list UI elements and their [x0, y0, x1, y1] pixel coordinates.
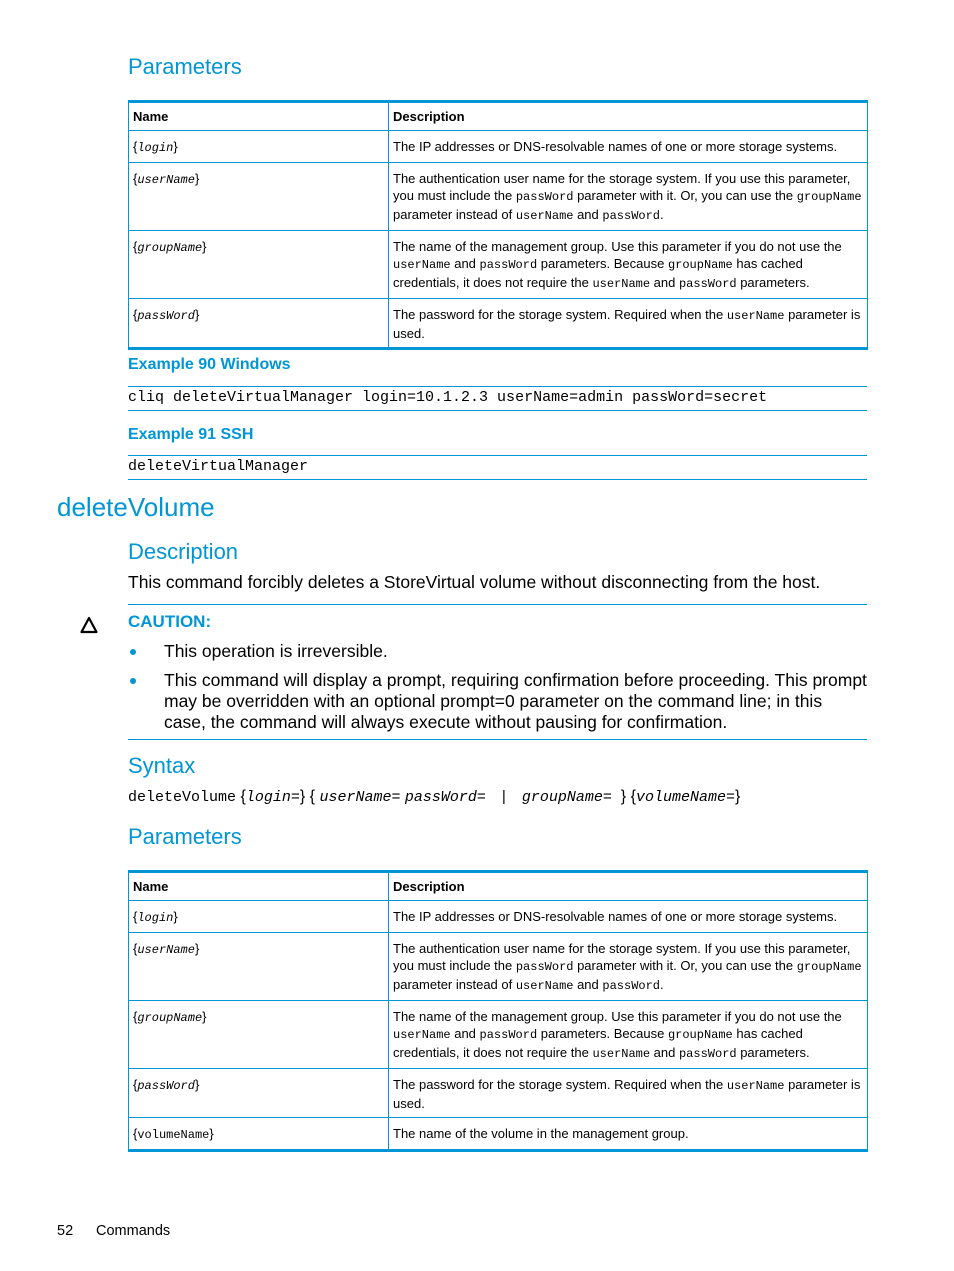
table-row [129, 231, 868, 299]
description-text: . [660, 977, 664, 992]
param-description-cell [389, 299, 868, 349]
inline-code: groupName [796, 960, 862, 974]
inline-code: userName [515, 979, 574, 993]
param-description-cell [389, 901, 868, 933]
caution-item-1: This operation is irreversible. [164, 641, 388, 661]
param-name-cell: {login} [129, 901, 389, 933]
description-text: and [650, 275, 679, 290]
description-text: parameter is used. [393, 307, 861, 341]
param-name-cell: {userName} [129, 933, 389, 1001]
description-text: The password for the storage system. Required when the [393, 307, 727, 322]
description-text: The name of the management group. Use this parameter if you do not use the [393, 1009, 842, 1024]
param-name: userName [137, 943, 195, 957]
description-text: has cached credentials, it does not require the [393, 256, 803, 290]
param-name-cell: {groupName} [129, 231, 389, 299]
warning-triangle-icon [80, 616, 98, 634]
inline-code: userName [515, 209, 574, 223]
syntax-param-volumename: volumeName= [635, 789, 735, 806]
description-text: parameter instead of [393, 207, 516, 222]
caution-label: CAUTION: [128, 612, 212, 631]
description-text: and [573, 207, 603, 222]
description-text: parameters. [736, 275, 810, 290]
column-header-description: Description [389, 102, 868, 131]
param-name: login [137, 141, 174, 155]
table-row [129, 901, 868, 933]
syntax-param-username: userName= [319, 789, 401, 806]
inline-code: userName [726, 309, 785, 323]
parameters-table [128, 870, 868, 1152]
table-row [129, 163, 868, 231]
description-text: has cached credentials, it does not require the [393, 1026, 803, 1060]
description-text: parameters. Because [537, 1026, 668, 1041]
inline-code: userName [393, 1028, 451, 1042]
description-heading: Description [128, 539, 239, 564]
param-description-cell [389, 1118, 868, 1151]
parameters-heading: Parameters [128, 824, 242, 849]
description-text: The IP addresses or DNS-resolvable names of one or more storage systems. [393, 909, 838, 924]
bullet-marker [130, 678, 136, 684]
caution-item-2: This command will display a prompt, requiring confirmation before proceeding. This prompt may be overridden with an optional prompt=0 parameter on the command line; in this case, the command will always execute without pausing for confirmation. [164, 670, 867, 732]
bullet-marker [130, 649, 136, 655]
table-row [129, 1001, 868, 1069]
example-91-code: deleteVirtualManager [128, 455, 867, 480]
inline-code: userName [393, 258, 451, 272]
description-text: parameter instead of [393, 977, 516, 992]
description-text: parameter with it. Or, you can use the [573, 958, 797, 973]
description-text: parameter with it. Or, you can use the [573, 188, 797, 203]
description-text: The IP addresses or DNS-resolvable names of one or more storage systems. [393, 139, 838, 154]
parameters-table-top [128, 100, 868, 350]
table-row [129, 933, 868, 1001]
param-name: passWord [137, 1079, 195, 1093]
description-text: parameters. Because [537, 256, 668, 271]
inline-code: passWord [479, 1028, 538, 1042]
param-name-cell: {login} [129, 131, 389, 163]
inline-code: passWord [515, 960, 574, 974]
inline-code: groupName [667, 258, 733, 272]
caution-bottom-rule [128, 739, 867, 740]
syntax-separator: | [499, 789, 509, 806]
description-text: and [650, 1045, 679, 1060]
description-text: and [573, 977, 603, 992]
column-header-description: Description [389, 872, 868, 901]
column-header-name: Name [129, 102, 389, 131]
table-row [129, 1118, 868, 1151]
param-name-cell: {groupName} [129, 1001, 389, 1069]
inline-code: groupName [667, 1028, 733, 1042]
description-text: parameters. [736, 1045, 810, 1060]
param-name-cell: {userName} [129, 163, 389, 231]
syntax-line: deleteVolume {login=} { userName= passWord= | groupName= } {volumeName=} [128, 788, 741, 806]
description-text: The authentication user name for the storage system. If you use this parameter, you must include the [393, 171, 851, 203]
inline-code: passWord [678, 277, 737, 291]
param-name-cell: {passWord} [129, 1069, 389, 1118]
table-row [129, 1069, 868, 1118]
caution-top-rule [128, 604, 867, 605]
param-description-cell [389, 933, 868, 1001]
description-text: The password for the storage system. Required when the [393, 1077, 727, 1092]
table-body [129, 901, 868, 1151]
command-title: deleteVolume [57, 492, 215, 522]
table-row [129, 299, 868, 349]
param-name: volumeName [137, 1128, 210, 1142]
description-text: The authentication user name for the storage system. If you use this parameter, you must include the [393, 941, 851, 973]
inline-code: userName [592, 277, 651, 291]
syntax-command: deleteVolume [128, 789, 237, 806]
column-header-name: Name [129, 872, 389, 901]
table-header-row [129, 872, 868, 901]
param-description-cell [389, 163, 868, 231]
inline-code: passWord [602, 979, 660, 993]
inline-code: passWord [602, 209, 660, 223]
example-90-code: cliq deleteVirtualManager login=10.1.2.3 userName=admin passWord=secret [128, 386, 867, 411]
param-name: passWord [137, 309, 195, 323]
parameters-heading-top: Parameters [128, 54, 242, 79]
inline-code: passWord [678, 1047, 737, 1061]
param-description-cell [389, 1001, 868, 1069]
inline-code: userName [726, 1079, 785, 1093]
syntax-param-groupname: groupName= [521, 789, 612, 806]
param-description-cell [389, 1069, 868, 1118]
inline-code: userName [592, 1047, 651, 1061]
description-text: parameter is used. [393, 1077, 861, 1111]
description-text: The name of the volume in the management group. [393, 1126, 689, 1141]
param-description-cell [389, 131, 868, 163]
param-name-cell: {volumeName} [129, 1118, 389, 1151]
table-row [129, 131, 868, 163]
param-name: login [137, 911, 174, 925]
description-text: This command forcibly deletes a StoreVirtual volume without disconnecting from the host. [128, 572, 821, 592]
inline-code: groupName [796, 190, 862, 204]
description-text: The name of the management group. Use this parameter if you do not use the [393, 239, 842, 254]
description-text: and [450, 1026, 480, 1041]
param-description-cell [389, 231, 868, 299]
description-text: and [450, 256, 480, 271]
table-body [129, 131, 868, 349]
param-name-cell: {passWord} [129, 299, 389, 349]
param-name: groupName [137, 1011, 203, 1025]
param-name: userName [137, 173, 195, 187]
syntax-heading: Syntax [128, 753, 196, 778]
example-91-title: Example 91 SSH [128, 426, 254, 443]
table-header-row [129, 102, 868, 131]
inline-code: passWord [515, 190, 574, 204]
inline-code: passWord [479, 258, 538, 272]
description-text: . [660, 207, 664, 222]
syntax-param-password: passWord= [404, 789, 486, 806]
footer-section: Commands [96, 1223, 171, 1239]
example-90-title: Example 90 Windows [128, 356, 291, 373]
param-name: groupName [137, 241, 203, 255]
syntax-param-login: login= [245, 789, 300, 806]
page-number: 52 [57, 1223, 74, 1239]
